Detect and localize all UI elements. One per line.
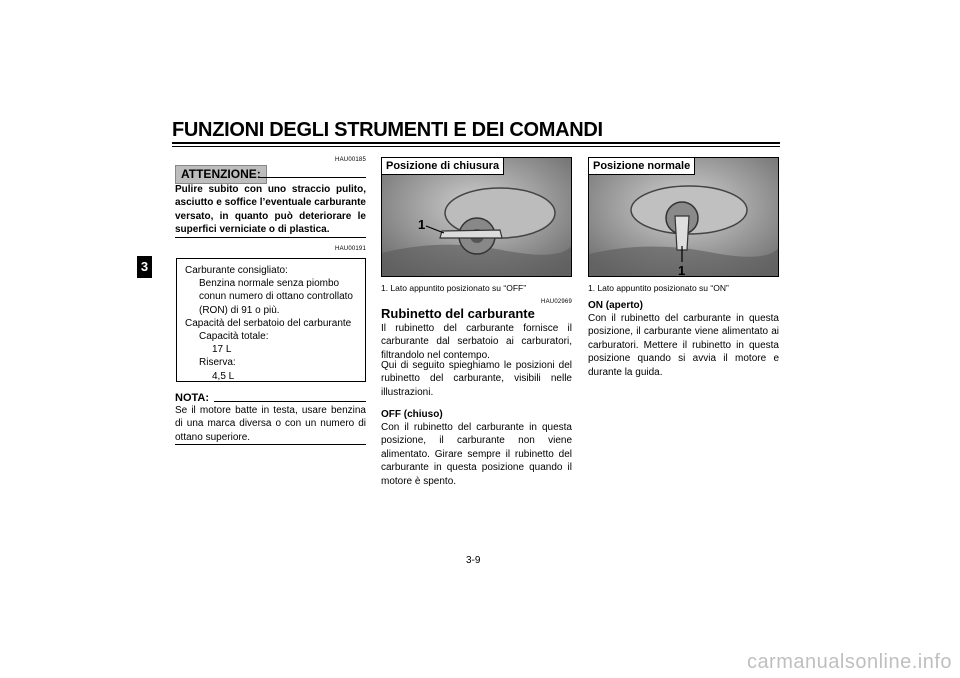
box-line: Capacità totale: bbox=[199, 331, 269, 343]
attention-rule bbox=[258, 177, 366, 178]
box-line: 4,5 L bbox=[212, 370, 235, 382]
nota-bottom-rule bbox=[175, 444, 366, 445]
fuel-box-code: HAU00191 bbox=[335, 246, 366, 252]
section-tab[interactable]: 3 bbox=[137, 256, 152, 278]
box-line: (RON) di 91 o più. bbox=[199, 304, 280, 316]
callout-number: 1 bbox=[418, 217, 426, 232]
nota-text: Se il motore batte in testa, usare benzina di una marca diversa o con un numero di ottano superiore. bbox=[175, 405, 366, 443]
page-title: FUNZIONI DEGLI STRUMENTI E DEI COMANDI bbox=[172, 119, 603, 141]
photo-closed-position bbox=[381, 157, 572, 277]
callout-number: 1 bbox=[678, 263, 686, 277]
title-rule bbox=[172, 142, 780, 144]
box-line: Carburante consigliato: bbox=[185, 265, 288, 276]
fuel-spec-box bbox=[176, 258, 366, 382]
photo-caption-off: 1. Lato appuntito posizionato su “OFF” bbox=[381, 283, 527, 293]
intro-paragraph: Il rubinetto del carburante fornisce il carburante dal serbatoio ai carburatori, filtrandolo nel contempo. bbox=[381, 323, 572, 361]
box-line: conun numero di ottano controllato bbox=[199, 291, 353, 303]
box-line: Benzina normale senza piombo bbox=[199, 278, 340, 290]
section-heading: Rubinetto del carburante bbox=[381, 306, 535, 321]
photo-caption-on: 1. Lato appuntito posizionato su “ON” bbox=[588, 283, 729, 293]
title-rule-thin bbox=[172, 146, 780, 147]
positions-paragraph: Qui di seguito spieghiamo le posizioni del rubinetto del carburante, visibili nelle illustrazioni. bbox=[381, 360, 572, 398]
on-paragraph: Con il rubinetto del carburante in questa posizione, il carburante viene alimentato ai carburatori. Mettere il rubinetto in questa posizione quando si avvia il motore e durante la guida. bbox=[588, 313, 779, 378]
photo-label-normal: Posizione normale bbox=[589, 158, 695, 175]
off-heading: OFF (chiuso) bbox=[381, 409, 443, 420]
on-heading: ON (aperto) bbox=[588, 300, 643, 311]
attention-label: ATTENZIONE: bbox=[175, 165, 267, 184]
attention-code: HAU00185 bbox=[335, 157, 366, 163]
box-line: 17 L bbox=[212, 344, 232, 356]
box-line: Capacità del serbatoio del carburante bbox=[185, 317, 352, 329]
page-number: 3-9 bbox=[466, 555, 481, 566]
off-paragraph: Con il rubinetto del carburante in questa posizione, il carburante non viene alimentato. Girare sempre il rubinetto del carburante in questa posizione quando il motore è spento. bbox=[381, 422, 572, 487]
nota-label: NOTA: bbox=[175, 392, 210, 404]
photo-normal-position bbox=[588, 157, 779, 277]
photo-label-closed: Posizione di chiusura bbox=[382, 158, 504, 175]
section-code: HAU02969 bbox=[541, 299, 572, 305]
watermark[interactable]: carmanualsonline.info bbox=[746, 651, 952, 673]
fuel-tap-on-illustration bbox=[589, 158, 779, 277]
fuel-tap-off-illustration bbox=[382, 158, 572, 277]
attention-bottom-rule bbox=[175, 237, 366, 238]
attention-text: Pulire subito con uno straccio pulito, asciutto e soffice l’eventuale carburante versato, in quanto può deteriorare le superfici verniciate o di plastica. bbox=[175, 184, 366, 236]
nota-rule bbox=[214, 401, 366, 402]
box-line: Riserva: bbox=[199, 357, 236, 369]
